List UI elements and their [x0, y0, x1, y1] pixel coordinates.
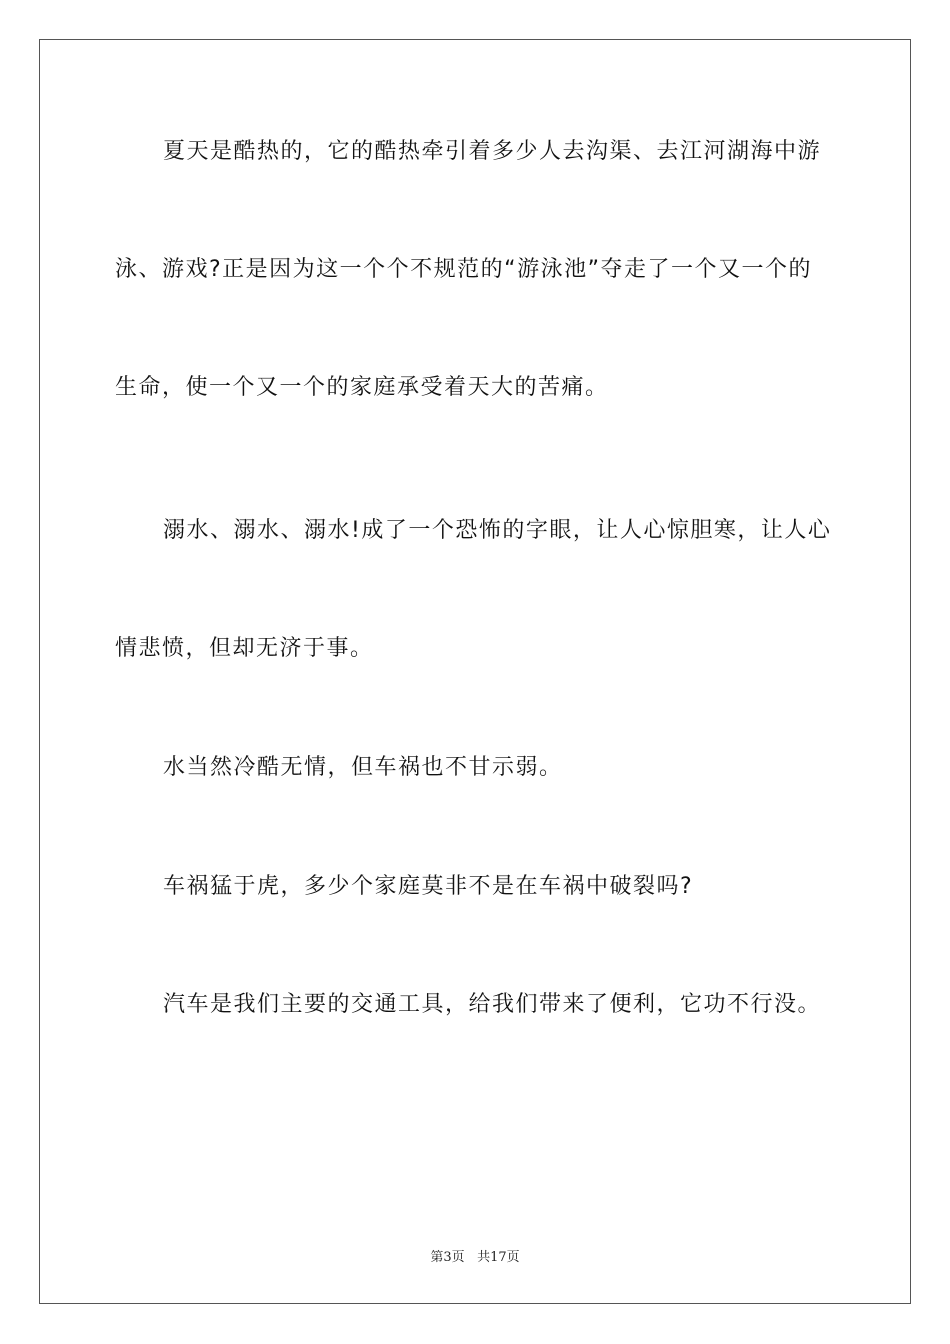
paragraph-car-accident-tiger: 车祸猛于虎，多少个家庭莫非不是在车祸中破裂吗? [163, 874, 694, 899]
paragraph-car-accident-intro: 水当然冷酷无情，但车祸也不甘示弱。 [163, 755, 563, 780]
paragraph-car-convenience: 汽车是我们主要的交通工具，给我们带来了便利，它功不行没。 [163, 992, 822, 1017]
paragraph-drowning-word: 溺水、溺水、溺水!成了一个恐怖的字眼，让人心惊胆寒，让人心情悲愤，但却无济于事。 [115, 518, 832, 661]
page-number: 第3页 [430, 1250, 465, 1265]
page-footer [0, 1246, 950, 1265]
page-total: 共17页 [477, 1250, 520, 1265]
paragraph-summer-drowning: 夏天是酷热的，它的酷热牵引着多少人去沟渠、去江河湖海中游泳、游戏?正是因为这一个个不规范的“游泳池”夺走了一个又一个的生命，使一个又一个的家庭承受着天大的苦痛。 [115, 139, 822, 400]
